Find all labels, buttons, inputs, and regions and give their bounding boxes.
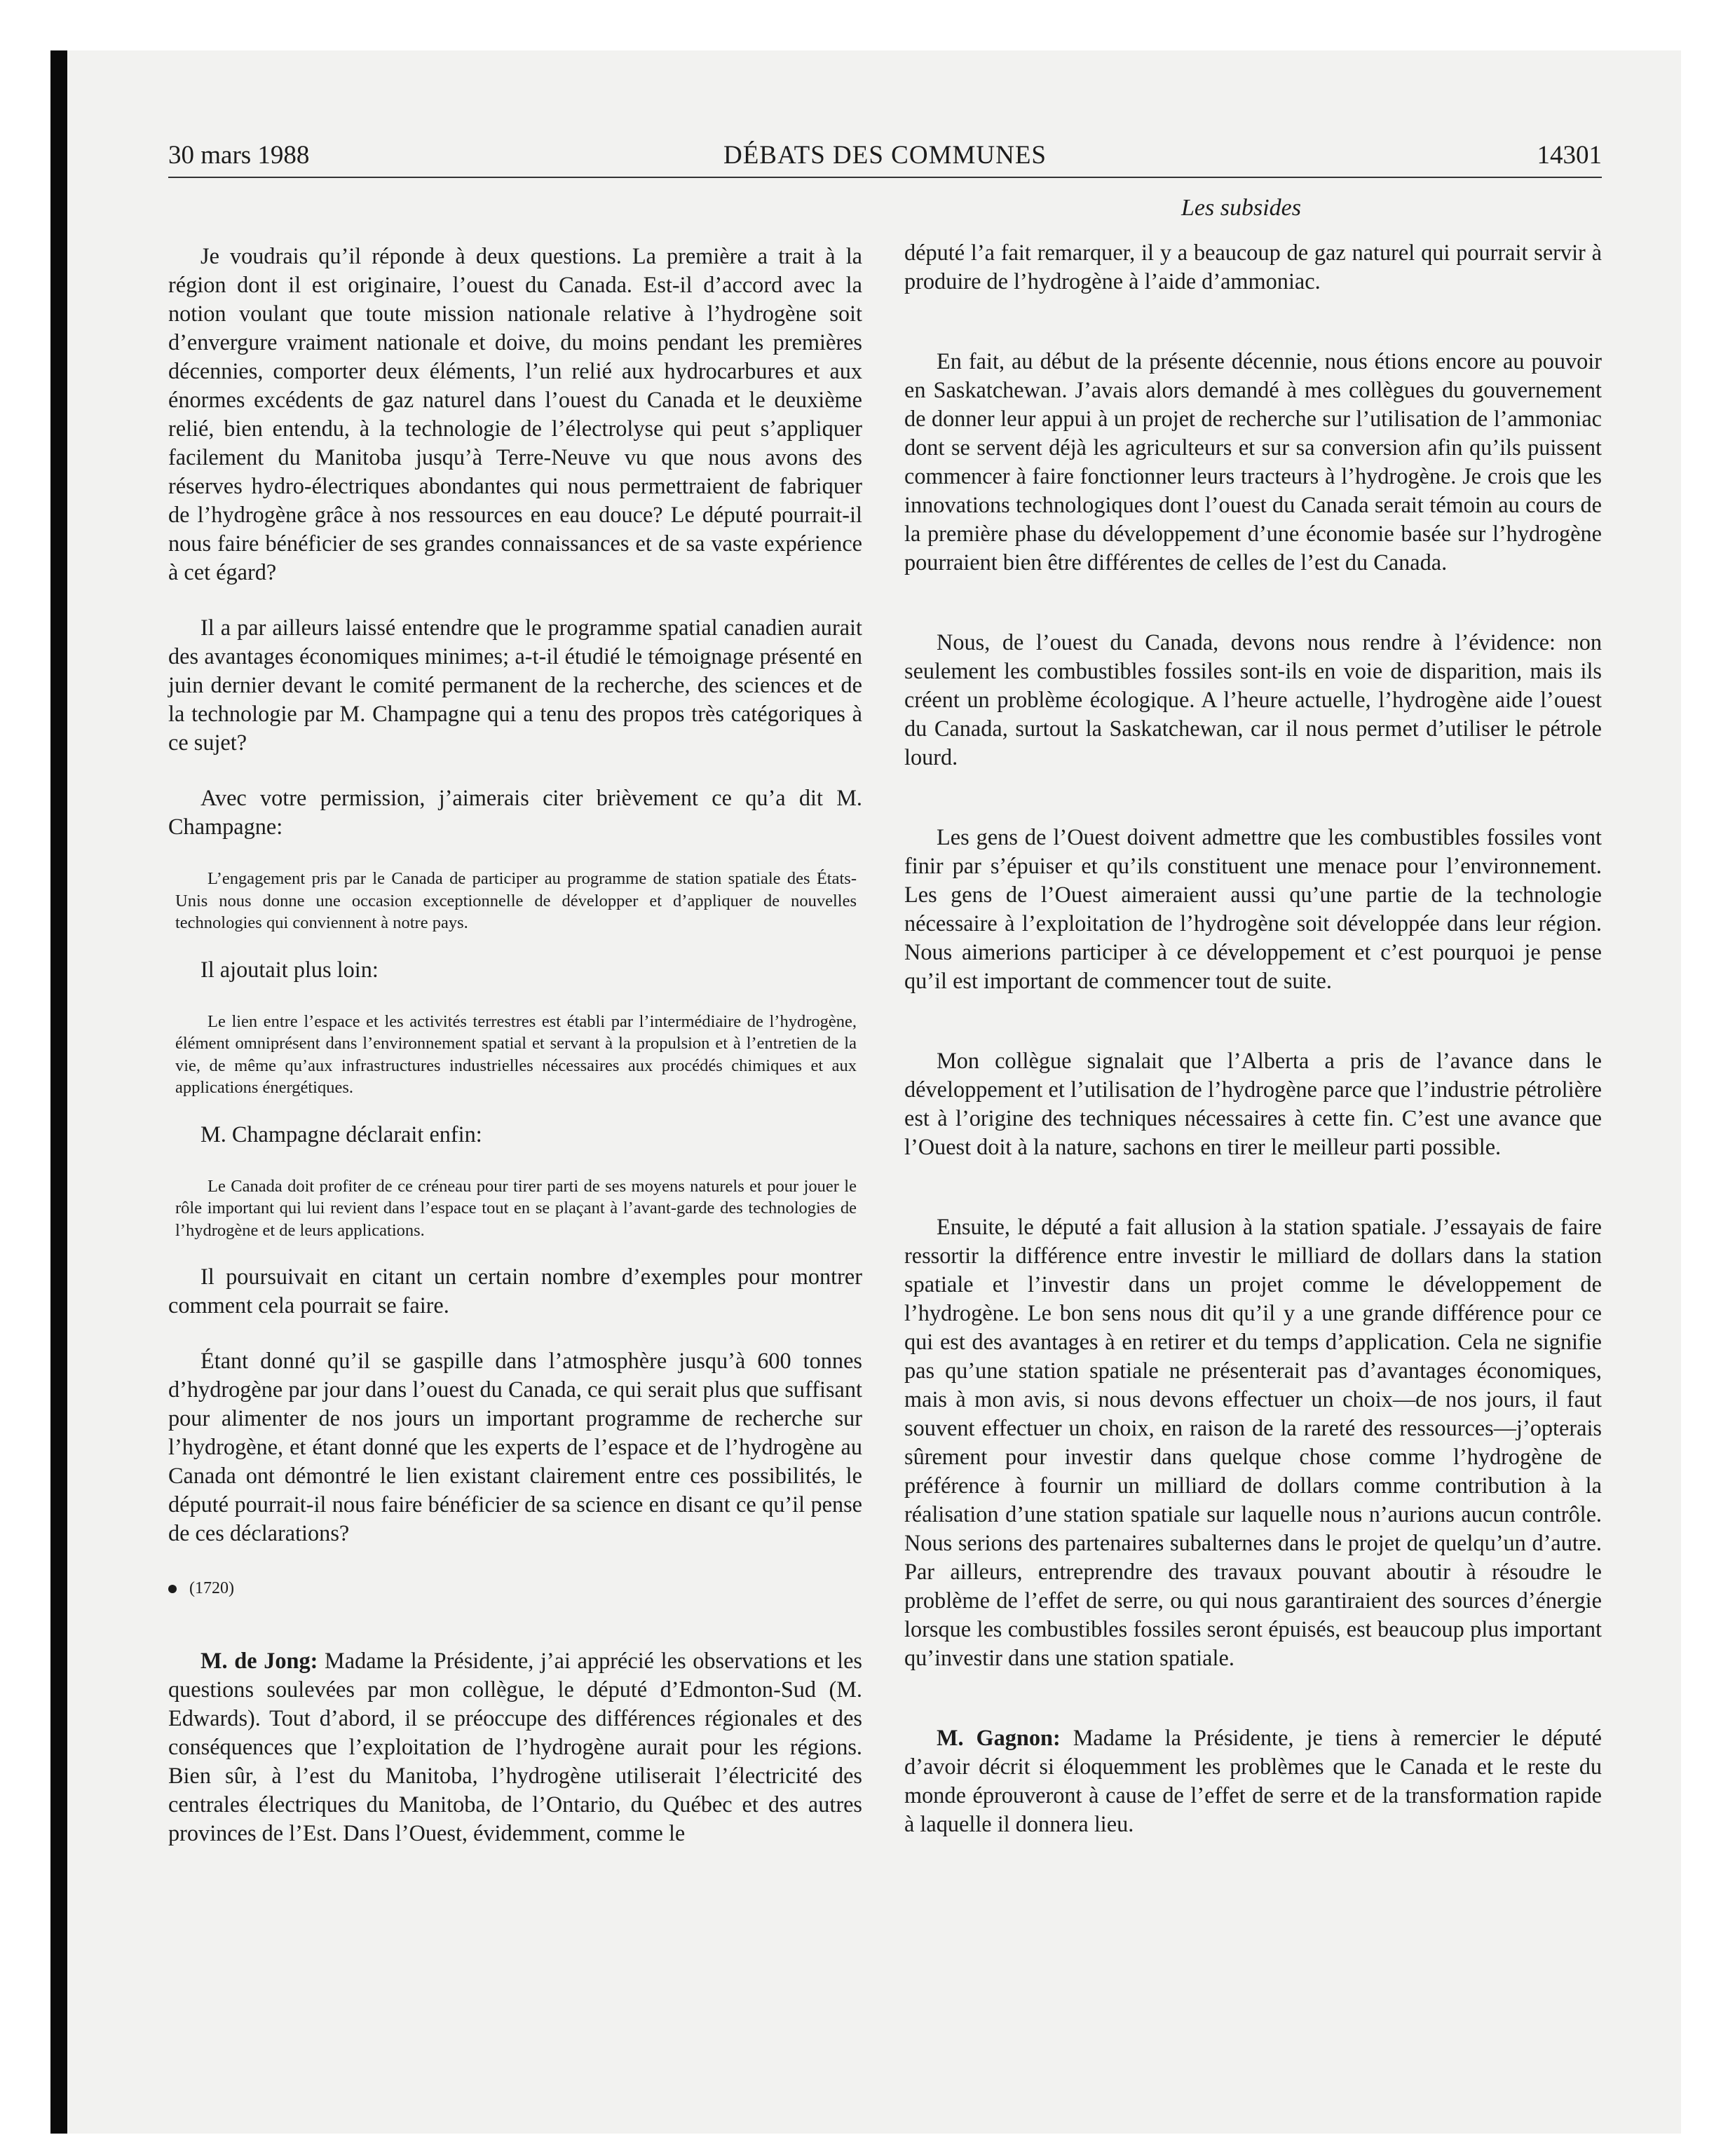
block-quote: L’engagement pris par le Canada de participer au programme de station spatiale des États-Unis nous donne une occasion exceptionnelle de développer et d’appliquer de nouvelles technologies qui conviennent à notre pays. — [175, 869, 857, 932]
header-rule — [168, 177, 1602, 178]
paragraph: Les gens de l’Ouest doivent admettre que les combustibles fossiles vont finir par s’épuiser et qu’ils constituent une menace pour l’environnement. Les gens de l’Ouest aimeraient aussi qu’une partie de la technologie nécessaire à l’exploitation de l’hydrogène soit développée dans leur région. Nous aimerions participer à ce développement et c’est pourquoi je pense qu’il est important de commencer tout de suite. — [904, 824, 1602, 993]
bullet-icon — [168, 1585, 177, 1593]
paragraph: Je voudrais qu’il réponde à deux questions. La première a trait à la région dont il est originaire, l’ouest du Canada. Est-il d’accord avec la notion voulant que toute mission nationale relative à l’hydrogène soit d’envergure vraiment nationale et doive, du moins pendant les premières décennies, comporter deux éléments, l’un relié aux hydrocarbures et aux énormes excédents de gaz naturel dans l’ouest du Canada et le deuxième relié, bien entendu, à la technologie de l’électrolyse qui peut s’appliquer facilement du Manitoba jusqu’à Terre-Neuve vu que nous avons des réserves hydro-électriques abondantes qui nous permettraient de fabriquer de l’hydrogène grâce à nos ressources en eau douce? Le député pourrait-il nous faire bénéficier de ses grandes connaissances et de sa vaste expérience à cet égard? — [168, 243, 862, 585]
binding-edge — [50, 50, 67, 2134]
left-column — [168, 242, 862, 1848]
paragraph: Nous, de l’ouest du Canada, devons nous rendre à l’évidence: non seulement les combustibles fossiles sont-ils en voie de disparition, mais ils créent un problème écologique. A l’heure actuelle, l’hydrogène aide l’ouest du Canada, surtout la Saskatchewan, car il nous permet d’utiliser le pétrole lourd. — [904, 629, 1602, 770]
paragraph: Étant donné qu’il se gaspille dans l’atmosphère jusqu’à 600 tonnes d’hydrogène par jour dans l’ouest du Canada, ce qui serait plus que suffisant pour alimenter de nos jours un important programme de recherche sur l’hydrogène, et étant donné que les experts de l’espace et de l’hydrogène au Canada ont démontré le lien existant clairement entre ces possibilités, le député pourrait-il nous faire bénéficier de sa science en disant ce qu’il pense de ces déclarations? — [168, 1348, 862, 1546]
paragraph: M. Champagne déclarait enfin: — [200, 1121, 482, 1147]
header-date: 30 mars 1988 — [168, 141, 310, 170]
speaker-name: M. de Jong: — [200, 1648, 318, 1673]
paragraph: Avec votre permission, j’aimerais citer brièvement ce qu’a dit M. Champagne: — [168, 785, 862, 839]
speech-text: Madame la Présidente, j’ai apprécié les observations et les questions soulevées par mon collègue, le député d’Edmonton-Sud (M. Edwards). Tout d’abord, il se préoccupe des différences régionales et des conséquences que l’exploitation de l’hydrogène aurait pour les régions. Bien sûr, à l’est du Manitoba, l’hydrogène utiliserait l’électricité des centrales électriques du Manitoba, de l’Ontario, du Québec et des autres provinces de l’Est. Dans l’Ouest, évidemment, comme le — [168, 1648, 862, 1845]
paragraph: Il poursuivait en citant un certain nombre d’exemples pour montrer comment cela pourrait se faire. — [168, 1264, 862, 1318]
paragraph: Il ajoutait plus loin: — [200, 956, 379, 982]
time-marker — [168, 1574, 862, 1603]
paragraph: En fait, au début de la présente décennie, nous étions encore au pouvoir en Saskatchewan. J’avais alors demandé à mes collègues du gouvernement de donner leur appui à un projet de recherche sur l’utilisation de l’ammoniac dont se servent déjà les agriculteurs et sur sa conversion afin qu’ils puissent commencer à faire fonctionner leurs tracteurs à l’hydrogène. Je crois que les innovations technologiques dont l’ouest du Canada serait témoin au cours de la première phase du développement d’une économie basée sur l’hydrogène pourraient bien être différentes de celles de l’est du Canada. — [904, 348, 1602, 575]
header-page-number: 14301 — [1537, 141, 1602, 170]
paragraph: Mon collègue signalait que l’Alberta a pris de l’avance dans le développement et l’utilisation de l’hydrogène parce que l’industrie pétrolière est à l’origine des techniques nécessaires à cette fin. C’est une avance que l’Ouest doit à la nature, sachons en tirer le meilleur parti possible. — [904, 1048, 1602, 1159]
speech-paragraph — [904, 1724, 1602, 1838]
speech-text: Madame la Présidente, je tiens à remercier le député d’avoir décrit si éloquemment les problèmes que le Canada et le reste du monde éprouveront à cause de l’effet de serre et de la transformation rapide à laquelle il donnera lieu. — [904, 1725, 1602, 1836]
paragraph: Ensuite, le député a fait allusion à la station spatiale. J’essayais de faire ressortir la différence entre investir le milliard de dollars dans la station spatiale et l’investir dans un projet comme le développement de l’hydrogène. Le bon sens nous dit qu’il y a une grande différence pour ce qui est des avantages à en retirer et du temps d’application. Cela ne signifie pas qu’une station spatiale ne présenterait pas d’avantages économiques, mais à mon avis, si nous devons effectuer un choix—de nos jours, il faut souvent effectuer un choix, en raison de la rareté des ressources—j’opterais sûrement pour investir dans quelque chose comme l’hydrogène de préférence à fournir un milliard de dollars comme contribution à la réalisation d’une station spatiale sur laquelle nous n’aurions aucun contrôle. Nous serions des partenaires subalternes dans le projet de quelqu’un d’autre. Par ailleurs, entreprendre des travaux pouvant aboutir à résoudre le problème de l’effet de serre, ou qui nous garantiraient des sources d’énergie lorsque les combustibles fossiles seront épuisés, est beaucoup plus important qu’investir dans une station spatiale. — [904, 1214, 1602, 1670]
section-title: Les subsides — [1181, 195, 1301, 221]
paragraph: Il a par ailleurs laissé entendre que le programme spatial canadien aurait des avantages économiques minimes; a-t-il étudié le témoignage présenté en juin dernier devant le comité permanent de la recherche, des sciences et de la technologie par M. Champagne qui a tenu des propos très catégoriques à ce sujet? — [168, 615, 862, 755]
time-marker-text: (1720) — [189, 1579, 234, 1597]
block-quote: Le Canada doit profiter de ce créneau pour tirer parti de ses moyens naturels et pour jouer le rôle important qui lui revient dans l’espace tout en se plaçant à l’avant-garde des technologies de l’hydrogène et de leurs applications. — [175, 1176, 857, 1240]
header-title: DÉBATS DES COMMUNES — [723, 141, 1047, 170]
paragraph: député l’a fait remarquer, il y a beaucoup de gaz naturel qui pourrait servir à produire de l’hydrogène à l’aide d’ammoniac. — [904, 240, 1602, 294]
speech-paragraph — [168, 1646, 862, 1848]
right-column — [904, 238, 1602, 1838]
speaker-name: M. Gagnon: — [937, 1725, 1061, 1750]
block-quote: Le lien entre l’espace et les activités terrestres est établi par l’intermédiaire de l’hydrogène, élément omniprésent dans l’environnement spatial et servant à la propulsion et à l’entretien de la vie, de même qu’aux infrastructures industrielles nécessaires aux procédés chimiques et aux applications énergétiques. — [175, 1011, 857, 1097]
page-header — [168, 140, 1602, 179]
